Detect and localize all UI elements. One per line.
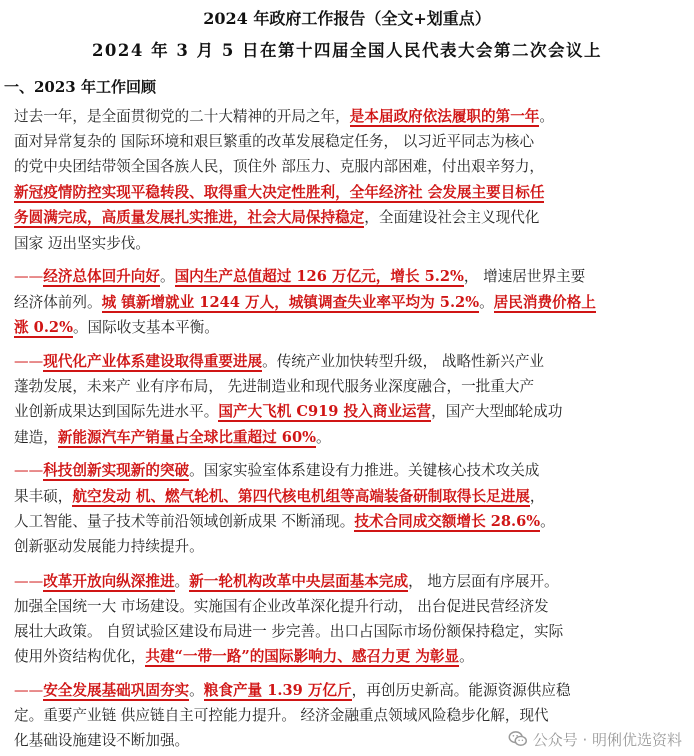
paragraph-line bbox=[14, 234, 150, 256]
dash-marker: —— bbox=[14, 353, 44, 370]
text-run: ，全面建设社会主义现代化 bbox=[364, 209, 540, 226]
text-run: 加强全国统一大 市场建设。实施国有企业改革深化提升行动， 出台促进民营经济发 bbox=[14, 598, 549, 615]
text-run: 。 bbox=[159, 268, 175, 285]
text-run: 国家 迈出坚实步伐。 bbox=[14, 235, 150, 252]
paragraph-line bbox=[14, 512, 555, 534]
text-run: 过去一年，是全面贯彻党的二十大精神的开局之年， bbox=[14, 108, 350, 125]
paragraph-line bbox=[14, 461, 539, 483]
paragraph-line bbox=[14, 183, 544, 205]
highlighted-text: 务圆满完成，高质量发展扎实推进，社会大局保持稳定 bbox=[14, 209, 365, 226]
text-run: ，国产大型邮轮成功 bbox=[431, 403, 563, 420]
highlighted-text: 新能源汽车产销量占全球比重超过 60% bbox=[57, 429, 316, 446]
text-run: 创新驱动发展能力持续提升。 bbox=[14, 538, 204, 555]
text-run: 展壮大政策。 自贸试验区建设布局进一 步完善。出口占国际市场份额保持稳定，实际 bbox=[14, 623, 564, 640]
text-run: 人工智能、量子技术等前沿领域创新成果 不断涌现。 bbox=[14, 513, 355, 530]
paragraph-line bbox=[14, 107, 554, 129]
paragraph-line bbox=[14, 597, 549, 619]
text-run: ， 增速居世界主要 bbox=[463, 268, 586, 285]
dash-marker: —— bbox=[14, 462, 44, 479]
document-title: 2024 年政府工作报告（全文+划重点） bbox=[203, 9, 491, 28]
paragraph-line bbox=[14, 352, 544, 374]
highlighted-text: 城 镇新增就业 1244 万人，城镇调查失业率平均为 5.2% bbox=[101, 294, 480, 311]
text-run: 。 bbox=[539, 108, 555, 125]
text-run: 。 bbox=[540, 513, 555, 530]
text-run: 。 bbox=[189, 682, 204, 699]
highlighted-text: 技术合同成交额增长 28.6% bbox=[354, 513, 541, 530]
paragraph-line bbox=[14, 267, 585, 289]
highlighted-text: 科技创新实现新的突破 bbox=[43, 462, 190, 479]
highlighted-text: 改革开放向纵深推进 bbox=[43, 573, 175, 590]
paragraph-line bbox=[14, 622, 563, 644]
text-run: 建造， bbox=[14, 429, 58, 446]
paragraph-line bbox=[14, 318, 219, 340]
text-run: 。国家实验室体系建设有力推进。关键核心技术攻关成 bbox=[189, 462, 540, 479]
watermark-text: 公众号 · 明俐优选资料 bbox=[532, 730, 682, 749]
text-run: ， 地方层面有序展开。 bbox=[408, 573, 559, 590]
paragraph-line bbox=[14, 647, 474, 669]
watermark bbox=[505, 727, 684, 751]
highlighted-text: 粮食产量 1.39 万亿斤 bbox=[203, 682, 352, 699]
highlighted-text: 安全发展基础巩固夯实 bbox=[43, 682, 190, 699]
paragraph-line bbox=[14, 157, 544, 179]
text-run: 。 bbox=[315, 429, 331, 446]
paragraph-line bbox=[14, 377, 534, 399]
paragraph-line bbox=[14, 487, 545, 509]
text-run: ， bbox=[529, 488, 545, 505]
highlighted-text: 涨 0.2% bbox=[14, 319, 73, 336]
paragraph-line bbox=[14, 208, 539, 230]
highlighted-text: 国产大飞机 C919 投入商业运营 bbox=[218, 403, 432, 420]
paragraph-line bbox=[14, 706, 549, 728]
paragraph-line bbox=[14, 293, 596, 315]
dash-marker: —— bbox=[14, 682, 44, 699]
highlighted-text: 共建“一带一路”的国际影响力、感召力更 为彰显 bbox=[145, 648, 460, 665]
text-run: 使用外资结构优化， bbox=[14, 648, 146, 665]
text-run: 面对异常复杂的 国际环境和艰巨繁重的改革发展稳定任务， 以习近平同志为核心 bbox=[14, 133, 535, 150]
text-run: 。 bbox=[479, 294, 494, 311]
highlighted-text: 经济总体回升向好 bbox=[43, 268, 160, 285]
document-subtitle: 2024 年 3 月 5 日在第十四届全国人民代表大会第二次会议上 bbox=[91, 41, 603, 60]
highlighted-text: 航空发动 机、燃气轮机、第四代核电机组等高端装备研制取得长足进展 bbox=[72, 488, 530, 505]
text-run: 化基础设施建设不断加强。 bbox=[14, 732, 190, 749]
text-run: 定。重要产业链 供应链自主可控能力提升。 经济金融重点领域风险稳步化解，现代 bbox=[14, 707, 549, 724]
text-run: 。传统产业加快转型升级， 战略性新兴产业 bbox=[262, 353, 545, 370]
highlighted-text: 新一轮机构改革中央层面基本完成 bbox=[189, 573, 409, 590]
paragraph-line bbox=[14, 132, 534, 154]
dash-marker: —— bbox=[14, 573, 44, 590]
highlighted-text: 国内生产总值超过 126 万亿元，增长 5.2% bbox=[174, 268, 464, 285]
wechat-icon bbox=[507, 728, 529, 750]
highlighted-text: 现代化产业体系建设取得重要进展 bbox=[43, 353, 263, 370]
paragraph-line bbox=[14, 428, 331, 450]
text-run: 。 bbox=[459, 648, 474, 665]
highlighted-text: 是本届政府依法履职的第一年 bbox=[349, 108, 540, 125]
paragraph-line bbox=[14, 681, 571, 703]
text-run: 果丰硕， bbox=[14, 488, 73, 505]
text-run: 经济体前列。 bbox=[14, 294, 102, 311]
text-run: ，再创历史新高。能源资源供应稳 bbox=[351, 682, 571, 699]
paragraph-line bbox=[14, 537, 204, 559]
paragraph-line bbox=[14, 402, 562, 424]
text-run: 。国际收支基本平衡。 bbox=[72, 319, 219, 336]
text-run: 。 bbox=[174, 573, 190, 590]
paragraph-line bbox=[14, 731, 189, 753]
highlighted-text: 居民消费价格上 bbox=[493, 294, 596, 311]
text-run: 的党中央团结带领全国各族人民，顶住外 部压力、克服内部困难，付出艰辛努力， bbox=[14, 158, 545, 175]
section-heading: 一、2023 年工作回顾 bbox=[4, 78, 156, 96]
text-run: 业创新成果达到国际先进水平。 bbox=[14, 403, 219, 420]
text-run: 蓬勃发展，未来产 业有序布局， 先进制造业和现代服务业深度融合，一批重大产 bbox=[14, 378, 535, 395]
paragraph-line bbox=[14, 572, 559, 594]
highlighted-text: 新冠疫情防控实现平稳转段、取得重大决定性胜利，全年经济社 会发展主要目标任 bbox=[14, 184, 545, 201]
dash-marker: —— bbox=[14, 268, 44, 285]
